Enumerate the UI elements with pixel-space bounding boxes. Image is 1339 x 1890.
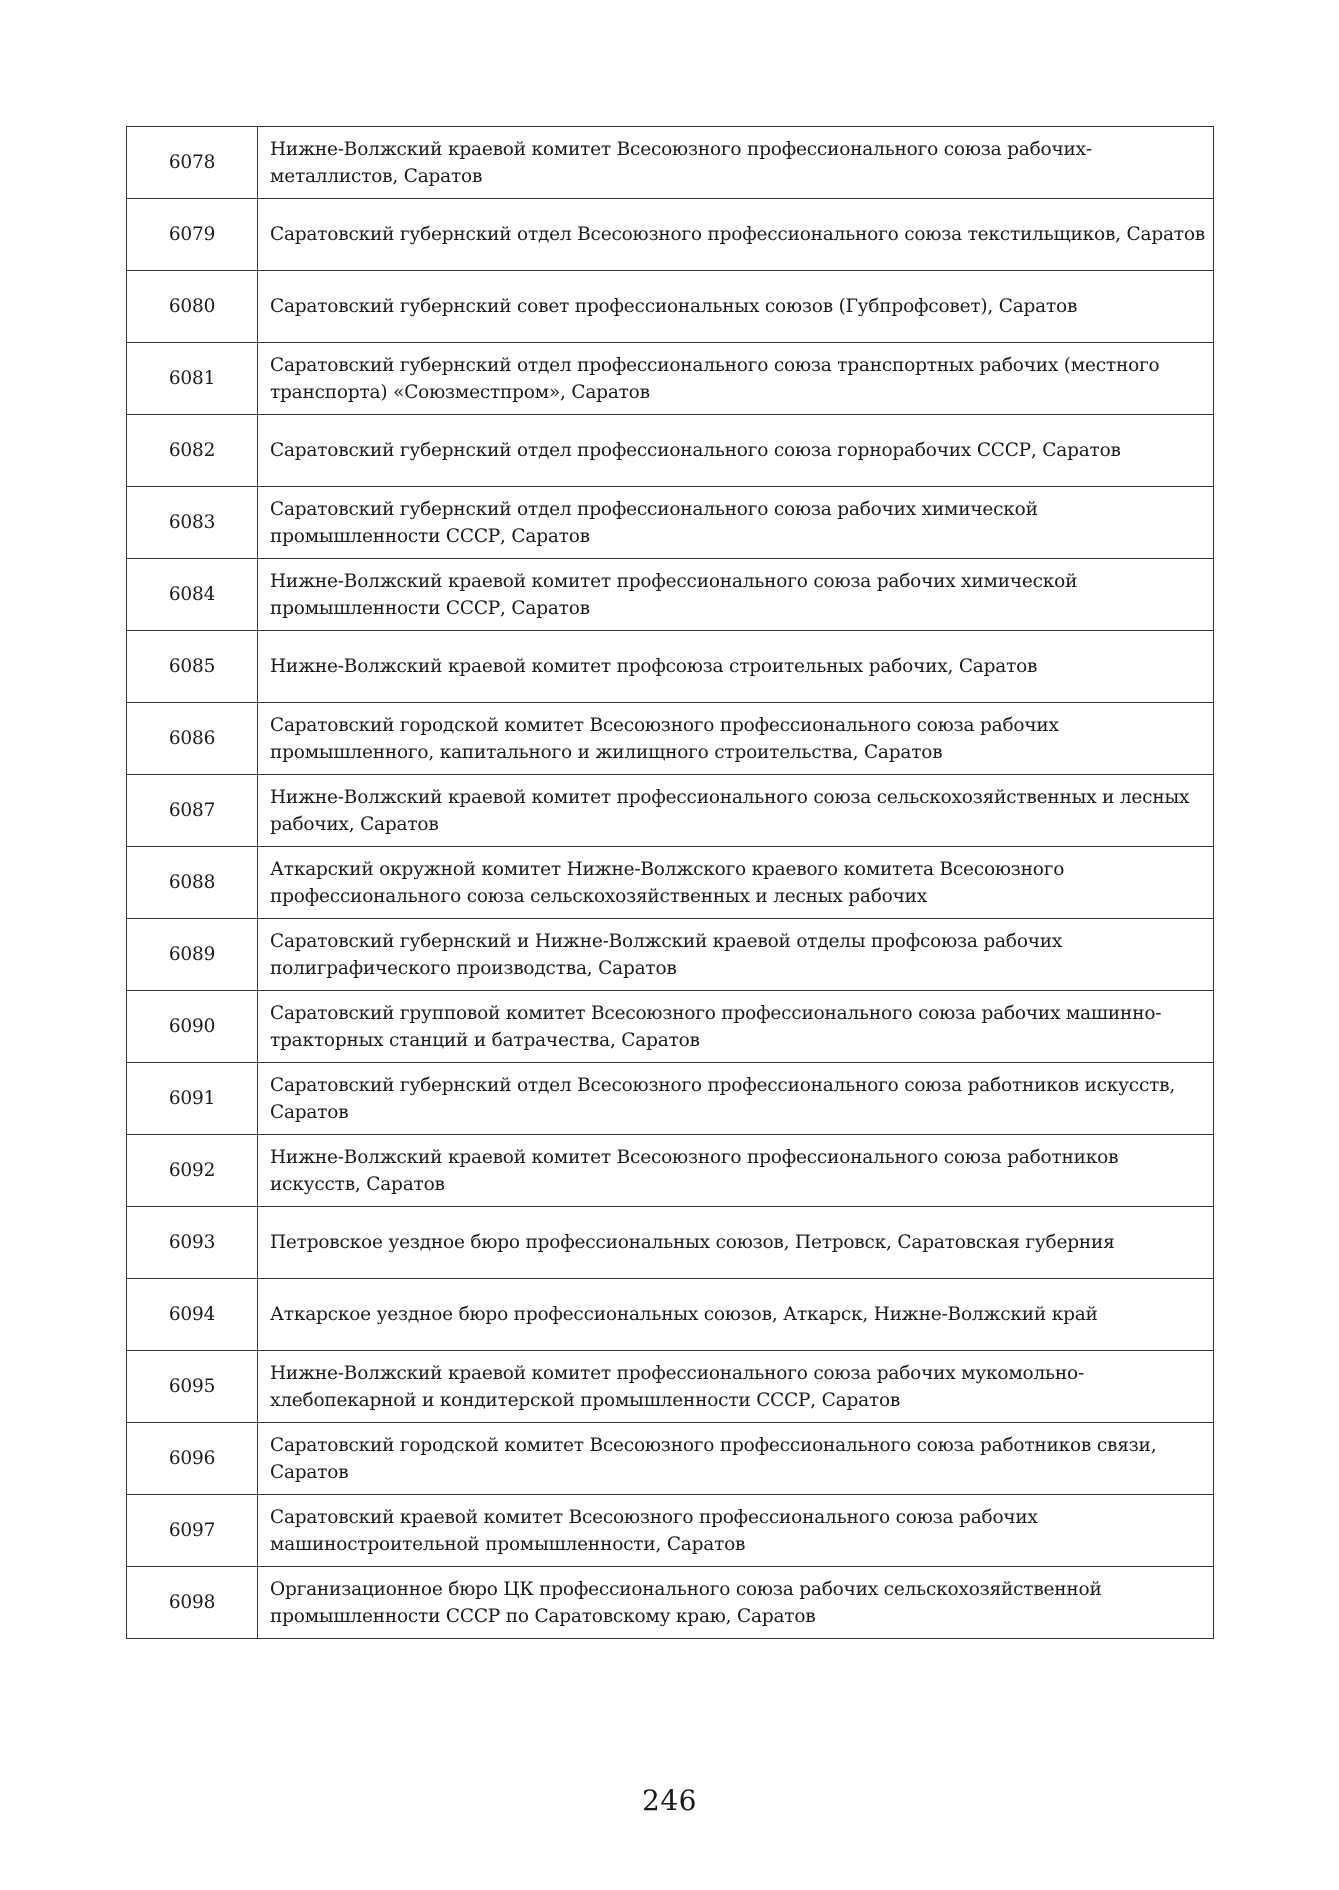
fund-number: 6094	[127, 1279, 258, 1351]
fund-description-line: Саратовский городской комитет Всесоюзного профессионального союза рабочих	[270, 714, 1059, 736]
fund-number: 6078	[127, 127, 258, 199]
table-row	[127, 1567, 1214, 1639]
table-row	[127, 991, 1214, 1063]
fund-description	[258, 1423, 1214, 1495]
fund-description-line: транспорта) «Союзместпром», Саратов	[270, 381, 650, 403]
fund-description	[258, 775, 1214, 847]
fund-description	[258, 847, 1214, 919]
fund-description-line: Нижне-Волжский краевой комитет Всесоюзного профессионального союза работников	[270, 1146, 1119, 1168]
fund-number: 6091	[127, 1063, 258, 1135]
table-row	[127, 343, 1214, 415]
table-row	[127, 1135, 1214, 1207]
fund-description-line: Петровское уездное бюро профессиональных союзов, Петровск, Саратовская губерния	[270, 1232, 1115, 1253]
fund-number: 6084	[127, 559, 258, 631]
fund-number: 6098	[127, 1567, 258, 1639]
fund-description	[258, 631, 1214, 703]
table-row	[127, 199, 1214, 271]
fund-description	[258, 1567, 1214, 1639]
fund-description-line: промышленности СССР, Саратов	[270, 597, 590, 619]
fund-number: 6083	[127, 487, 258, 559]
fund-description-line: Аткарское уездное бюро профессиональных союзов, Аткарск, Нижне-Волжский край	[270, 1304, 1098, 1325]
fund-description-line: промышленности СССР по Саратовскому краю, Саратов	[270, 1605, 816, 1627]
fund-description-line: Саратовский губернский отдел профессионального союза транспортных рабочих (местного	[270, 354, 1160, 376]
fund-number: 6088	[127, 847, 258, 919]
fund-number: 6081	[127, 343, 258, 415]
fund-description-line: Аткарский окружной комитет Нижне-Волжского краевого комитета Всесоюзного	[270, 858, 1065, 880]
fund-description	[258, 703, 1214, 775]
fund-description-line: хлебопекарной и кондитерской промышленности СССР, Саратов	[270, 1389, 901, 1411]
fund-number: 6087	[127, 775, 258, 847]
fund-description-line: искусств, Саратов	[270, 1173, 445, 1195]
fund-list-table	[126, 126, 1214, 1639]
fund-number: 6095	[127, 1351, 258, 1423]
fund-number: 6082	[127, 415, 258, 487]
fund-description	[258, 127, 1214, 199]
fund-description-line: машиностроительной промышленности, Саратов	[270, 1533, 746, 1555]
fund-description-line: Нижне-Волжский краевой комитет профессионального союза рабочих химической	[270, 570, 1078, 592]
fund-description-line: Саратовский групповой комитет Всесоюзного профессионального союза рабочих машинно-	[270, 1002, 1162, 1024]
fund-description	[258, 1135, 1214, 1207]
fund-description-line: полиграфического производства, Саратов	[270, 957, 677, 979]
fund-description-line: Саратовский губернский и Нижне-Волжский краевой отделы профсоюза рабочих	[270, 930, 1063, 952]
fund-description-line: промышленного, капитального и жилищного строительства, Саратов	[270, 741, 943, 763]
fund-description-line: Саратовский городской комитет Всесоюзного профессионального союза работников связи,	[270, 1434, 1157, 1456]
fund-description-line: промышленности СССР, Саратов	[270, 525, 590, 547]
table-row	[127, 487, 1214, 559]
fund-description	[258, 559, 1214, 631]
fund-description	[258, 919, 1214, 991]
table-row	[127, 847, 1214, 919]
fund-description-line: Нижне-Волжский краевой комитет профсоюза строительных рабочих, Саратов	[270, 656, 1038, 677]
fund-description-line: Саратовский губернский совет профессиональных союзов (Губпрофсовет), Саратов	[270, 296, 1078, 317]
fund-number: 6079	[127, 199, 258, 271]
table-row	[127, 1351, 1214, 1423]
fund-description-line: Саратов	[270, 1461, 349, 1483]
table-row	[127, 919, 1214, 991]
fund-number: 6090	[127, 991, 258, 1063]
table-row	[127, 127, 1214, 199]
fund-description-line: Саратовский краевой комитет Всесоюзного профессионального союза рабочих	[270, 1506, 1038, 1528]
table-row	[127, 631, 1214, 703]
fund-description-line: Организационное бюро ЦК профессионального союза рабочих сельскохозяйственной	[270, 1578, 1102, 1600]
fund-number: 6086	[127, 703, 258, 775]
table-row	[127, 1423, 1214, 1495]
fund-description-line: Саратовский губернский отдел Всесоюзного профессионального союза текстильщиков, Саратов	[270, 224, 1205, 245]
fund-number: 6089	[127, 919, 258, 991]
table-row	[127, 775, 1214, 847]
fund-description-line: рабочих, Саратов	[270, 813, 439, 835]
fund-description-line: Саратов	[270, 1101, 349, 1123]
table-row	[127, 415, 1214, 487]
table-row	[127, 1207, 1214, 1279]
fund-description-line: Нижне-Волжский краевой комитет профессионального союза сельскохозяйственных и лесных	[270, 786, 1190, 808]
fund-number: 6096	[127, 1423, 258, 1495]
fund-number: 6085	[127, 631, 258, 703]
table-row	[127, 703, 1214, 775]
table-row	[127, 1495, 1214, 1567]
fund-description	[258, 991, 1214, 1063]
fund-description-line: металлистов, Саратов	[270, 165, 483, 187]
fund-description	[258, 199, 1214, 271]
table-row	[127, 271, 1214, 343]
fund-description-line: профессионального союза сельскохозяйственных и лесных рабочих	[270, 885, 927, 907]
fund-description	[258, 1495, 1214, 1567]
fund-description	[258, 487, 1214, 559]
fund-description	[258, 343, 1214, 415]
fund-description-line: тракторных станций и батрачества, Саратов	[270, 1029, 700, 1051]
fund-number: 6092	[127, 1135, 258, 1207]
fund-description-line: Саратовский губернский отдел профессионального союза рабочих химической	[270, 498, 1038, 520]
fund-description	[258, 1207, 1214, 1279]
fund-description-line: Нижне-Волжский краевой комитет Всесоюзного профессионального союза рабочих-	[270, 138, 1092, 160]
fund-number: 6097	[127, 1495, 258, 1567]
fund-description	[258, 415, 1214, 487]
table-row	[127, 559, 1214, 631]
fund-description-line: Саратовский губернский отдел профессионального союза горнорабочих СССР, Саратов	[270, 440, 1121, 461]
fund-description	[258, 1351, 1214, 1423]
fund-number: 6093	[127, 1207, 258, 1279]
fund-description-line: Саратовский губернский отдел Всесоюзного профессионального союза работников искусств,	[270, 1074, 1176, 1096]
fund-number: 6080	[127, 271, 258, 343]
fund-description	[258, 1279, 1214, 1351]
table-row	[127, 1279, 1214, 1351]
fund-description-line: Нижне-Волжский краевой комитет профессионального союза рабочих мукомольно-	[270, 1362, 1085, 1384]
table-row	[127, 1063, 1214, 1135]
table-body	[127, 127, 1214, 1639]
fund-description	[258, 271, 1214, 343]
page-number: 246	[642, 1784, 697, 1817]
fund-description	[258, 1063, 1214, 1135]
